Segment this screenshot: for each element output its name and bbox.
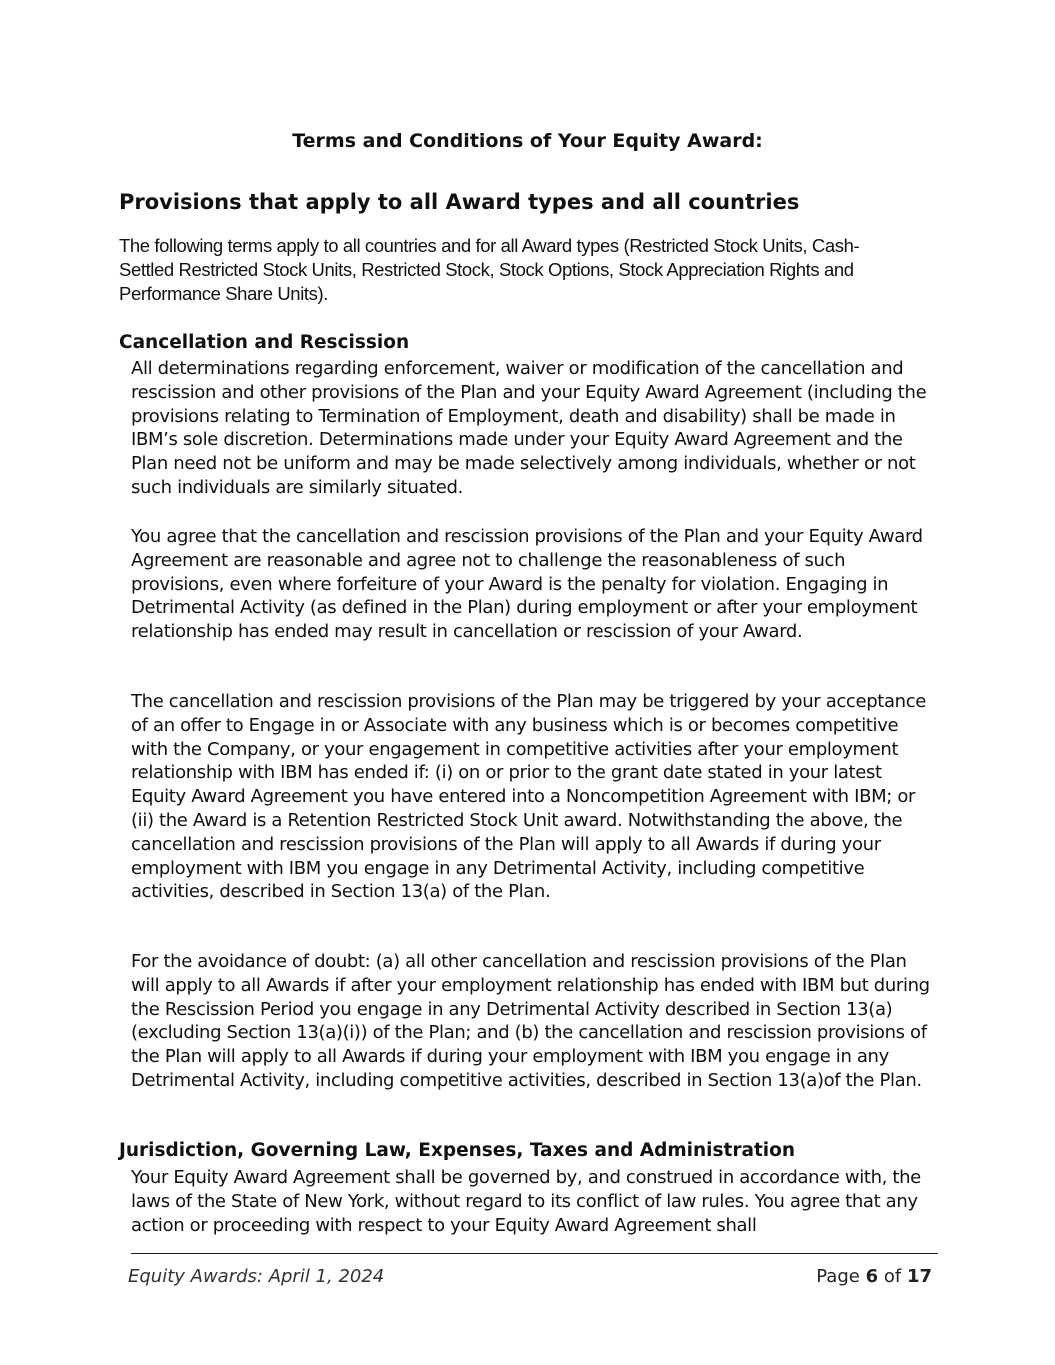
cancellation-paragraph-4 bbox=[131, 950, 931, 1093]
intro-paragraph bbox=[119, 234, 879, 306]
paragraph-text: All determinations regarding enforcement, waiver or modification of the cancellation and rescission and other provisions of the Plan and your Equity Award Agreement (including the provisions relating to Termination of Employment, death and disability) shall be made in IBM’s sole discretion. Determinations made under your Equity Award Agreement and the Plan need not be uniform and may be made selectively among individuals, whether or not such individuals are similarly situated. bbox=[131, 358, 927, 498]
paragraph-text: For the avoidance of doubt: (a) all other cancellation and rescission provisions of the Plan will apply to all Awards if after your employment relationship has ended with IBM but during the Rescission Period you engage in any Detrimental Activity described in Section 13(a) (excluding Section 13(a)(i)) of the Plan; and (b) the cancellation and rescission provisions of the Plan will apply to all Awards if during your employment with IBM you engage in any Detrimental Activity, including competitive activities, described in Section 13(a)of the Plan. bbox=[131, 951, 930, 1091]
cancellation-heading: Cancellation and Rescission bbox=[119, 332, 410, 353]
total-pages: 17 bbox=[906, 1266, 932, 1287]
footer-page-number bbox=[816, 1265, 932, 1289]
footer-document-label: Equity Awards: April 1, 2024 bbox=[128, 1266, 385, 1287]
document-title: Terms and Conditions of Your Equity Award: bbox=[292, 130, 763, 152]
footer-divider bbox=[131, 1253, 938, 1254]
cancellation-paragraph-2 bbox=[131, 525, 931, 644]
intro-text: The following terms apply to all countries and for all Award types (Restricted Stock Units, Cash-Settled Restricted Stock Units, Restricted Stock, Stock Options, Stock Appreciation Rights and Performance Share Units). bbox=[119, 235, 860, 304]
jurisdiction-heading: Jurisdiction, Governing Law, Expenses, Taxes and Administration bbox=[119, 1140, 796, 1161]
section-title: Provisions that apply to all Award types and all countries bbox=[119, 190, 800, 214]
paragraph-text: Your Equity Award Agreement shall be governed by, and construed in accordance with, the laws of the State of New York, without regard to its conflict of law rules. You agree that any action or proceeding with respect to your Equity Award Agreement shall bbox=[131, 1167, 921, 1236]
jurisdiction-paragraph-1 bbox=[131, 1166, 931, 1237]
cancellation-paragraph-1 bbox=[131, 357, 931, 500]
paragraph-text: You agree that the cancellation and rescission provisions of the Plan and your Equity Award Agreement are reasonable and agree not to challenge the reasonableness of such provisions, even where forfeiture of your Award is the penalty for violation. Engaging in Detrimental Activity (as defined in the Plan) during employment or after your employment relationship has ended may result in cancellation or rescission of your Award. bbox=[131, 526, 923, 643]
current-page: 6 bbox=[865, 1266, 879, 1287]
paragraph-text: The cancellation and rescission provisions of the Plan may be triggered by your acceptance of an offer to Engage in or Associate with any business which is or becomes competitive with the Company, or your engagement in competitive activities after your employment relationship with IBM has ended if: (i) on or prior to the grant date stated in your latest Equity Award Agreement you have entered into a Noncompetition Agreement with IBM; or (ii) the Award is a Retention Restricted Stock Unit award. Notwithstanding the above, the cancellation and rescission provisions of the Plan will apply to all Awards if during your employment with IBM you engage in any Detrimental Activity, including competitive activities, described in Section 13(a) of the Plan. bbox=[131, 691, 926, 903]
page-label: Page bbox=[816, 1266, 860, 1287]
cancellation-paragraph-3 bbox=[131, 690, 931, 904]
of-label: of bbox=[883, 1266, 902, 1287]
